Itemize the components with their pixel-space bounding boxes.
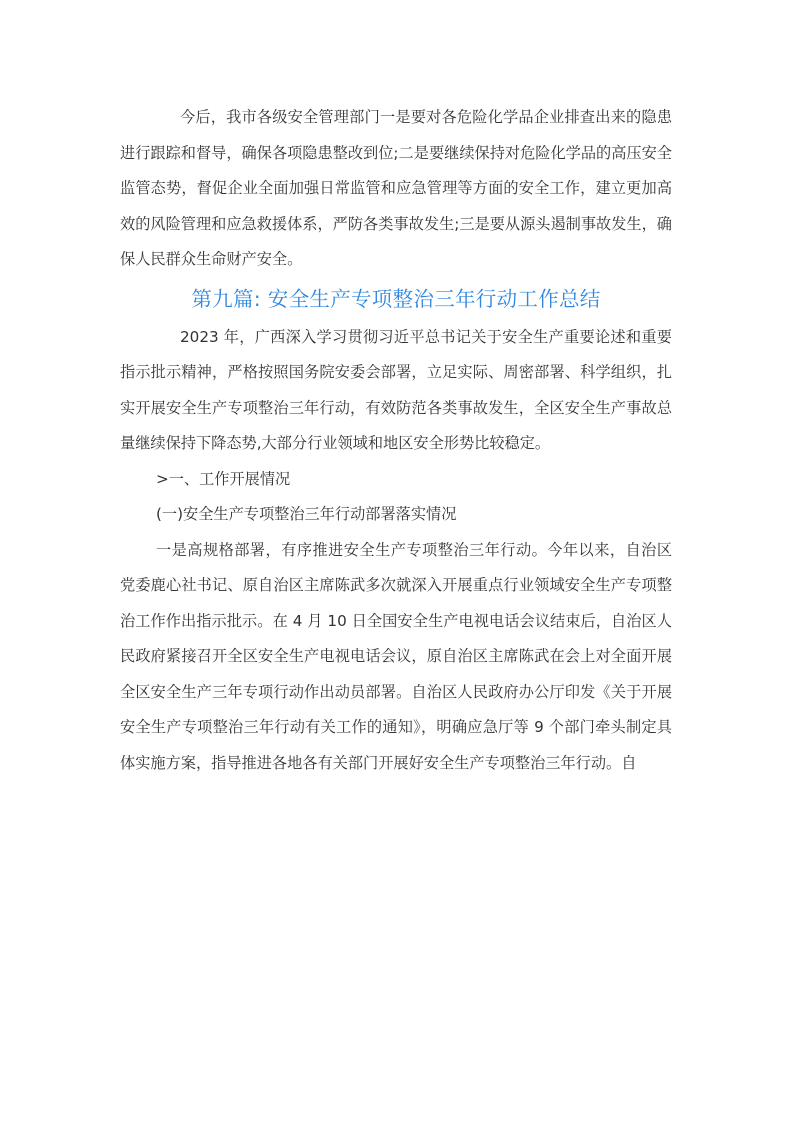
document-page: [120, 100, 672, 781]
section-heading: 第九篇: 安全生产专项整治三年行动工作总结: [191, 286, 601, 311]
paragraph-body: 一是高规格部署，有序推进安全生产专项整治三年行动。今年以来，自治区党委鹿心社书记、原自治区主席陈武多次就深入开展重点行业领域安全生产专项整治工作作出指示批示。在 4 月 10 日全国安全生产电视电话会议结束后，自治区人民政府紧接召开全区安全生产电视电话会议，原自治区主席陈武在会上对全面开展全区安全生产三年专项行动作出动员部署。自治区人民政府办公厅印发《关于开展安全生产专项整治三年行动有关工作的通知》，明确应急厅等 9 个部门牵头制定具体实施方案，指导推进各地各有关部门开展好安全生产专项整治三年行动。自: [120, 540, 672, 772]
paragraph-intro: 2023 年，广西深入学习贯彻习近平总书记关于安全生产重要论述和重要指示批示精神，严格按照国务院安委会部署，立足实际、周密部署、科学组织，扎实开展安全生产专项整治三年行动，有效防范各类事故发生，全区安全生产事故总量继续保持下降态势,大部分行业领域和地区安全形势比较稳定。: [120, 327, 672, 452]
paragraph-closing: 今后，我市各级安全管理部门一是要对各危险化学品企业排查出来的隐患进行跟踪和督导，确保各项隐患整改到位;二是要继续保持对危险化学品的高压安全监管态势，督促企业全面加强日常监管和应急管理等方面的安全工作，建立更加高效的风险管理和应急救援体系，严防各类事故发生;三是要从源头遏制事故发生，确保人民群众生命财产安全。: [120, 108, 672, 268]
subsection-title: (一)安全生产专项整治三年行动部署落实情况: [156, 505, 457, 523]
section-title: >一、工作开展情况: [156, 469, 291, 488]
